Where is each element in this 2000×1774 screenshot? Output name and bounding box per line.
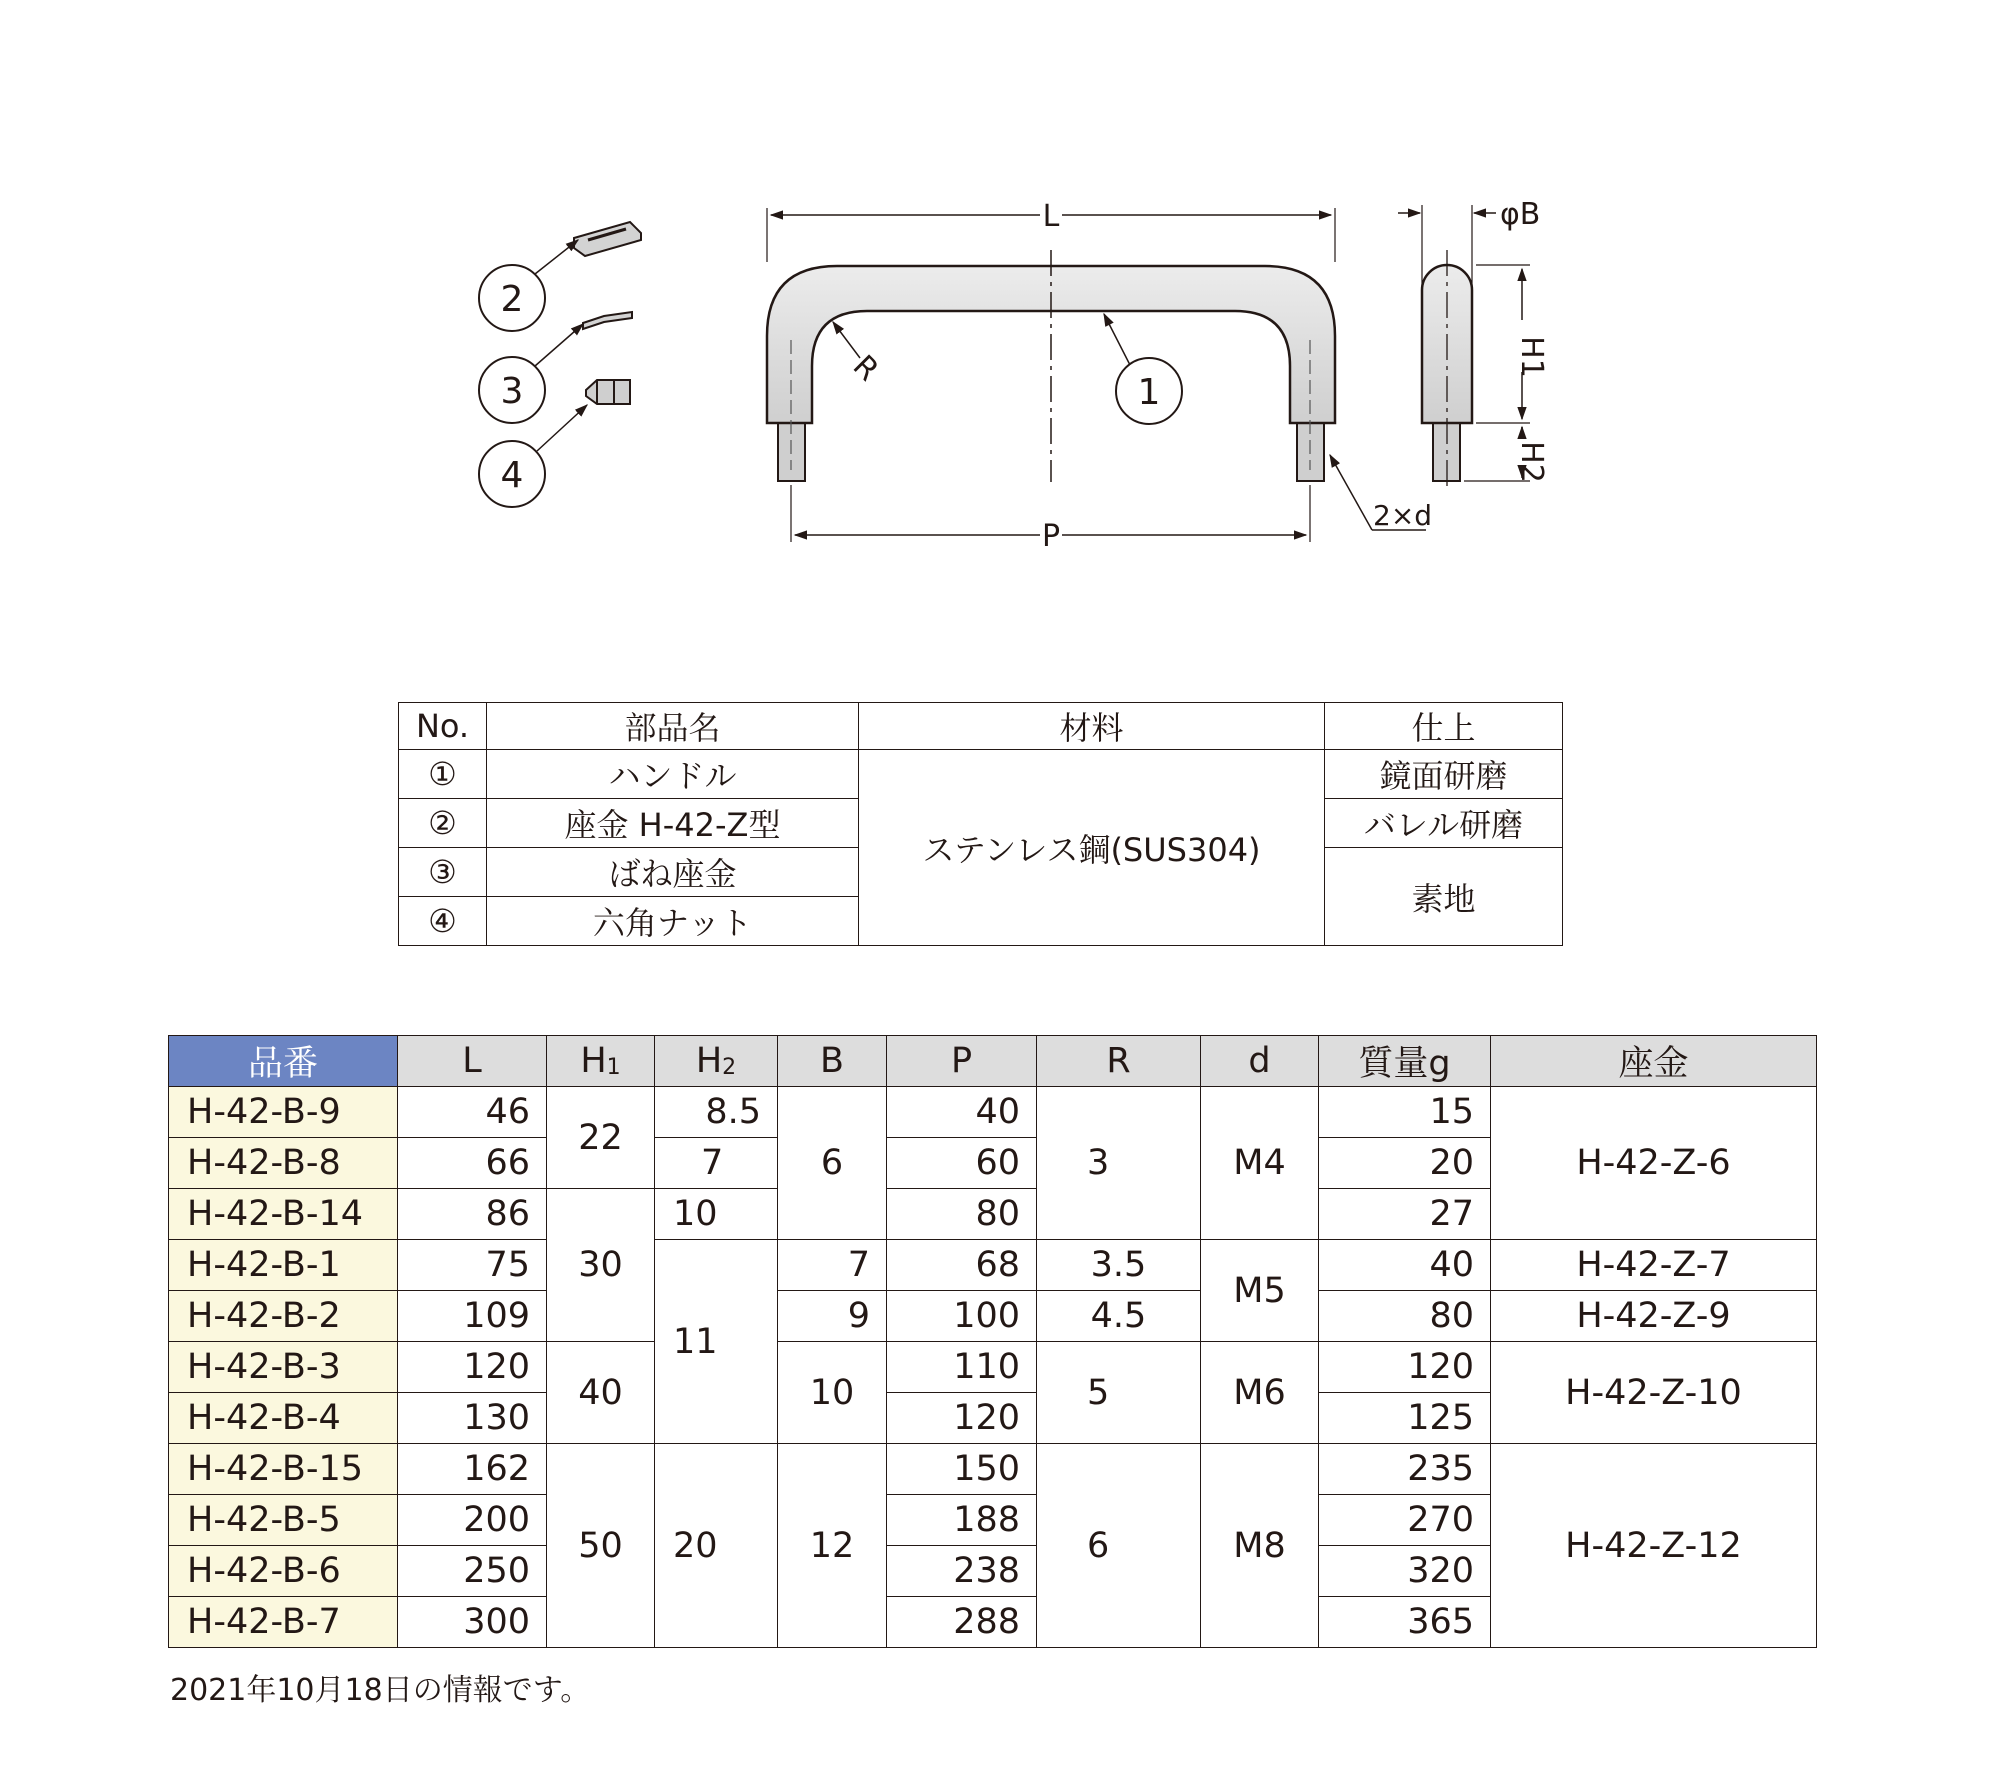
parts-material: ステンレス鋼(SUS304) [859, 750, 1325, 946]
cell-H1: 22 [547, 1087, 655, 1189]
spec-header-R: R [1037, 1036, 1201, 1087]
balloon-4-label: 4 [500, 455, 524, 496]
handle-side-view [1398, 197, 1549, 490]
cell-B: 9 [778, 1291, 887, 1342]
cell-R: 6 [1037, 1444, 1201, 1648]
dim-phiB-label: φB [1500, 197, 1541, 232]
washer-part-icon [574, 222, 641, 256]
table-row [169, 1291, 1817, 1342]
dim-d-label: 2×d [1373, 499, 1433, 532]
cell-H2: 20 [655, 1444, 778, 1648]
cell-H1: 50 [547, 1444, 655, 1648]
cell-mass: 20 [1319, 1138, 1491, 1189]
cell-P: 288 [887, 1597, 1037, 1648]
parts-no: ④ [399, 897, 487, 946]
part-number: H-42-B-7 [169, 1597, 398, 1648]
hex-nut-part-icon [586, 380, 630, 404]
cell-L: 75 [398, 1240, 547, 1291]
parts-no: ③ [399, 848, 487, 897]
cell-L: 162 [398, 1444, 547, 1495]
cell-H2: 7 [655, 1138, 778, 1189]
cell-B: 10 [778, 1342, 887, 1444]
table-row [169, 1342, 1817, 1393]
cell-H1: 30 [547, 1189, 655, 1342]
cell-d: M5 [1201, 1240, 1319, 1342]
parts-name: 座金 H-42-Z型 [487, 799, 859, 848]
dim-L-label: L [1042, 199, 1060, 234]
spec-header-P: P [887, 1036, 1037, 1087]
cell-R: 5 [1037, 1342, 1201, 1444]
handle-drawing [0, 0, 2000, 620]
spec-table-header [169, 1036, 1817, 1087]
parts-table [398, 702, 1563, 946]
cell-P: 238 [887, 1546, 1037, 1597]
cell-P: 150 [887, 1444, 1037, 1495]
cell-mass: 80 [1319, 1291, 1491, 1342]
parts-no: ① [399, 750, 487, 799]
spec-header-d: d [1201, 1036, 1319, 1087]
cell-mass: 40 [1319, 1240, 1491, 1291]
cell-L: 109 [398, 1291, 547, 1342]
cell-H2: 10 [655, 1189, 778, 1240]
part-number: H-42-B-1 [169, 1240, 398, 1291]
spec-header-B: B [778, 1036, 887, 1087]
cell-mass: 120 [1319, 1342, 1491, 1393]
table-row [169, 1087, 1817, 1138]
spec-header-H1 [547, 1036, 655, 1087]
parts-name: ハンドル [487, 750, 859, 799]
balloon-2-label: 2 [500, 279, 524, 320]
spec-header-H1-sub: 1 [606, 1055, 621, 1080]
parts-row [399, 750, 1563, 799]
cell-L: 46 [398, 1087, 547, 1138]
cell-H2: 8.5 [655, 1087, 778, 1138]
spec-table [168, 1035, 1817, 1648]
cell-P: 120 [887, 1393, 1037, 1444]
spec-header-part: 品番 [169, 1036, 398, 1087]
cell-B: 6 [778, 1087, 887, 1240]
parts-table-header [399, 703, 1563, 750]
cell-mass: 365 [1319, 1597, 1491, 1648]
cell-L: 200 [398, 1495, 547, 1546]
cell-L: 130 [398, 1393, 547, 1444]
spec-header-L: L [398, 1036, 547, 1087]
balloon-2 [479, 240, 578, 331]
cell-H1: 40 [547, 1342, 655, 1444]
parts-name: ばね座金 [487, 848, 859, 897]
dim-H2-label: H2 [1514, 441, 1549, 483]
parts-header-finish: 仕上 [1325, 703, 1563, 750]
cell-washer: H-42-Z-10 [1491, 1342, 1817, 1444]
cell-B: 12 [778, 1444, 887, 1648]
part-number: H-42-B-8 [169, 1138, 398, 1189]
spec-header-mass: 質量g [1319, 1036, 1491, 1087]
cell-P: 188 [887, 1495, 1037, 1546]
cell-R: 4.5 [1037, 1291, 1201, 1342]
parts-finish: バレル研磨 [1325, 799, 1563, 848]
part-number: H-42-B-9 [169, 1087, 398, 1138]
cell-washer: H-42-Z-12 [1491, 1444, 1817, 1648]
cell-d: M8 [1201, 1444, 1319, 1648]
part-number: H-42-B-4 [169, 1393, 398, 1444]
parts-header-no: No. [399, 703, 487, 750]
cell-P: 68 [887, 1240, 1037, 1291]
spec-header-H2-main: H [695, 1041, 723, 1081]
parts-finish: 素地 [1325, 848, 1563, 946]
part-number: H-42-B-3 [169, 1342, 398, 1393]
spec-header-H2 [655, 1036, 778, 1087]
cell-mass: 270 [1319, 1495, 1491, 1546]
part-number: H-42-B-6 [169, 1546, 398, 1597]
parts-no: ② [399, 799, 487, 848]
spec-header-H2-sub: 2 [722, 1055, 737, 1080]
cell-washer: H-42-Z-7 [1491, 1240, 1817, 1291]
balloon-3-label: 3 [500, 371, 524, 412]
cell-washer: H-42-Z-6 [1491, 1087, 1817, 1240]
cell-P: 80 [887, 1189, 1037, 1240]
cell-P: 60 [887, 1138, 1037, 1189]
dim-P-label: P [1041, 519, 1061, 554]
part-number: H-42-B-5 [169, 1495, 398, 1546]
dim-R-label: R [845, 348, 886, 389]
cell-mass: 320 [1319, 1546, 1491, 1597]
cell-R: 3.5 [1037, 1240, 1201, 1291]
dim-H1-label: H1 [1514, 336, 1549, 378]
part-number: H-42-B-2 [169, 1291, 398, 1342]
cell-L: 120 [398, 1342, 547, 1393]
parts-header-material: 材料 [859, 703, 1325, 750]
cell-L: 86 [398, 1189, 547, 1240]
parts-finish: 鏡面研磨 [1325, 750, 1563, 799]
info-date-note: 2021年10月18日の情報です。 [170, 1673, 591, 1708]
cell-L: 300 [398, 1597, 547, 1648]
cell-d: M4 [1201, 1087, 1319, 1240]
cell-washer: H-42-Z-9 [1491, 1291, 1817, 1342]
cell-mass: 15 [1319, 1087, 1491, 1138]
balloon-1-label: 1 [1137, 372, 1161, 413]
cell-L: 250 [398, 1546, 547, 1597]
parts-header-name: 部品名 [487, 703, 859, 750]
cell-B: 7 [778, 1240, 887, 1291]
cell-P: 100 [887, 1291, 1037, 1342]
spring-washer-part-icon [583, 312, 632, 329]
cell-d: M6 [1201, 1342, 1319, 1444]
cell-P: 110 [887, 1342, 1037, 1393]
cell-mass: 27 [1319, 1189, 1491, 1240]
part-number: H-42-B-15 [169, 1444, 398, 1495]
handle-front-view [767, 199, 1432, 554]
cell-H2: 11 [655, 1240, 778, 1444]
cell-mass: 235 [1319, 1444, 1491, 1495]
part-number: H-42-B-14 [169, 1189, 398, 1240]
cell-L: 66 [398, 1138, 547, 1189]
cell-P: 40 [887, 1087, 1037, 1138]
cell-R: 3 [1037, 1087, 1201, 1240]
table-row [169, 1240, 1817, 1291]
balloon-4 [479, 405, 587, 507]
spec-header-washer: 座金 [1491, 1036, 1817, 1087]
table-row [169, 1444, 1817, 1495]
cell-mass: 125 [1319, 1393, 1491, 1444]
parts-name: 六角ナット [487, 897, 859, 946]
balloon-3 [479, 324, 583, 423]
spec-header-H1-main: H [580, 1041, 607, 1081]
